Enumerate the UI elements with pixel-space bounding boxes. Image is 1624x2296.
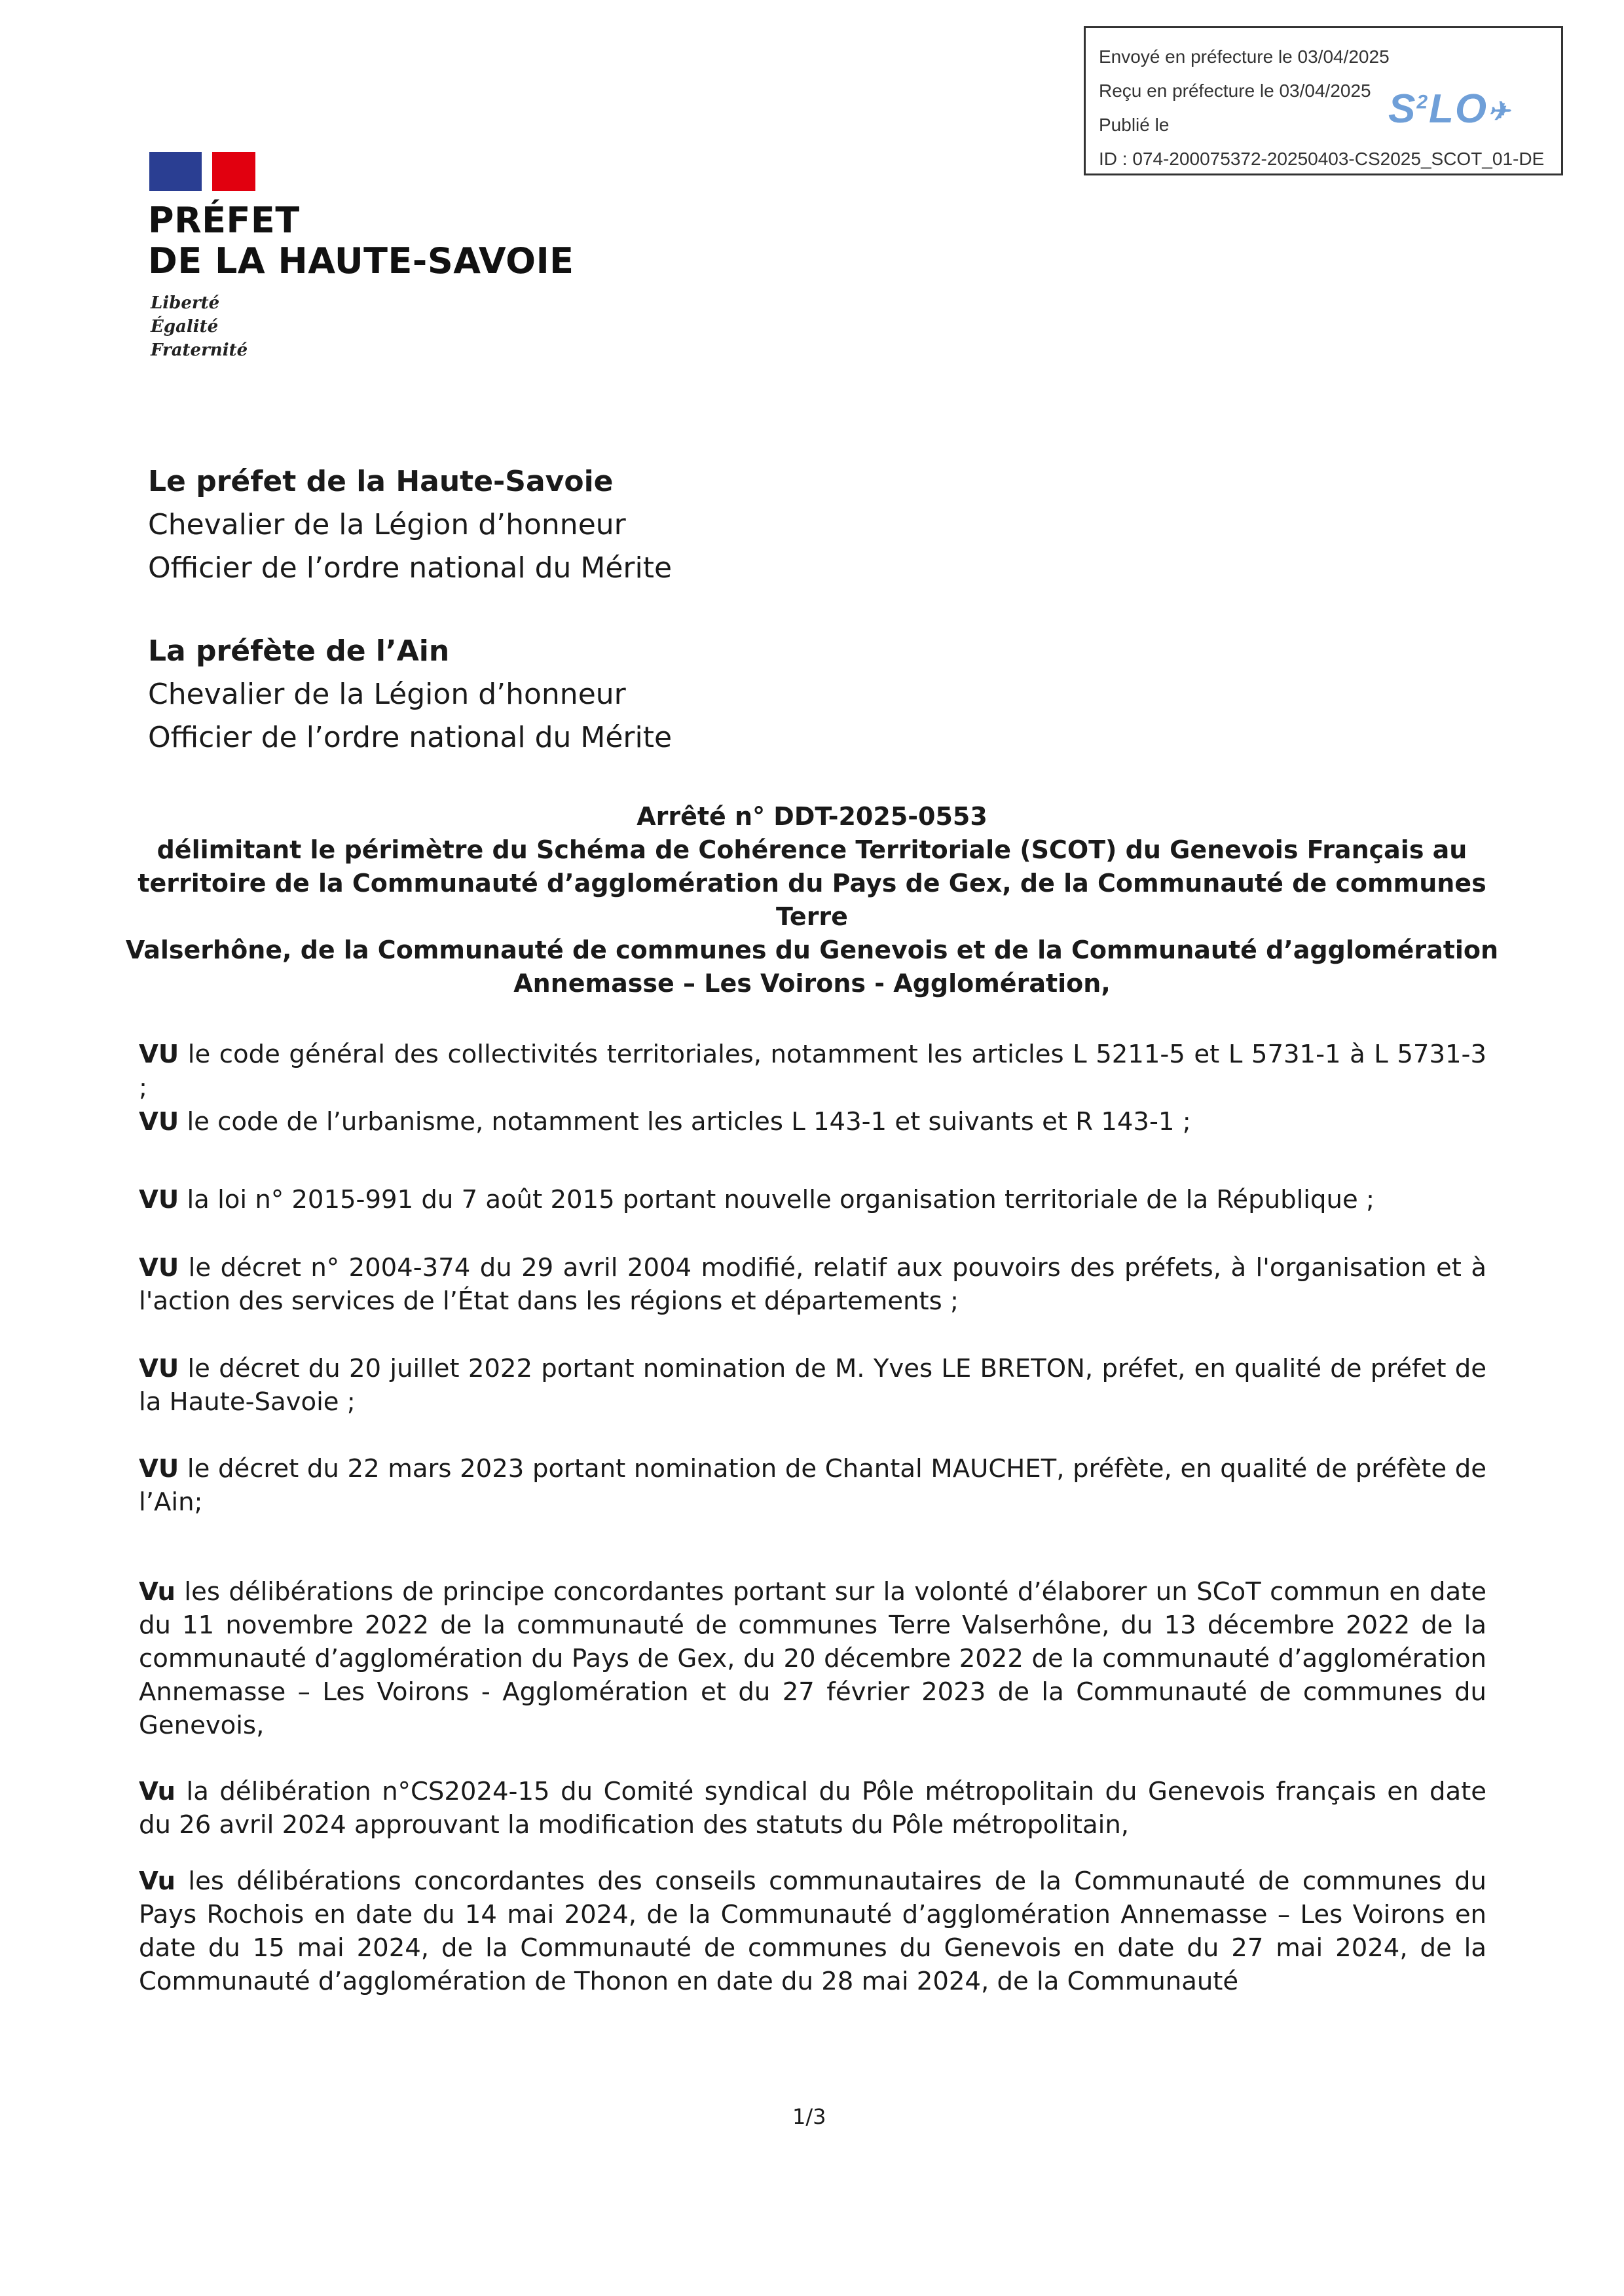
authority-haute-savoie xyxy=(148,460,672,590)
visa-paragraph: VU le code de l’urbanisme, notamment les articles L 143-1 et suivants et R 143-1 ; xyxy=(139,1107,1191,1137)
authority-distinction: Chevalier de la Légion d’honneur xyxy=(148,678,626,711)
transmission-stamp xyxy=(1084,26,1563,175)
visa-paragraph: VU le décret n° 2004-374 du 29 avril 2004 modifié, relatif aux pouvoirs des préfets, à l'organisation et à l'action des services de l’État dans les régions et départements ; xyxy=(139,1253,1487,1316)
republic-motto xyxy=(151,291,248,362)
stamp-envoye: Envoyé en préfecture le 03/04/2025 xyxy=(1099,46,1390,67)
s2low-logo: $S^2LO✈$ xyxy=(1388,86,1511,132)
visa-paragraph: VU le code général des collectivités territoriales, notamment les articles L 5211-5 et L 5731-1 à L 5731-3 ; xyxy=(139,1040,1487,1102)
stamp-publie: Publié le xyxy=(1099,115,1170,135)
prefet-line-2: DE LA HAUTE-SAVOIE xyxy=(148,240,574,282)
authority-title: Le préfet de la Haute-Savoie xyxy=(148,465,614,498)
motto-egalite: Égalité xyxy=(151,317,219,337)
authority-ain xyxy=(148,630,672,759)
page-number: 1/3 xyxy=(792,2104,826,2129)
wing-icon: ✈ xyxy=(1488,97,1511,126)
arrete-title: Arrêté n° DDT-2025-0553 délimitant le périmètre du Schéma de Cohérence Territoriale (SCOT) du Genevois Français au territoire de la Communauté d’agglomération du Pays de Gex, de la Communauté de communes Terre Valserhône, de la Communauté de communes du Genevois et de la Communauté d’agglomération Annemasse – Les Voirons - Agglomération, xyxy=(118,800,1506,1000)
prefet-heading xyxy=(148,200,574,282)
visa-paragraph: Vu la délibération n°CS2024-15 du Comité syndical du Pôle métropolitain du Genevois français en date du 26 avril 2024 approuvant la modification des statuts du Pôle métropolitain, xyxy=(139,1777,1487,1840)
motto-fraternite: Fraternité xyxy=(151,340,248,360)
visa-paragraph: VU la loi n° 2015-991 du 7 août 2015 portant nouvelle organisation territoriale de la République ; xyxy=(139,1185,1375,1214)
prefet-line-1: PRÉFET xyxy=(148,200,300,241)
authority-distinction: Officier de l’ordre national du Mérite xyxy=(148,721,673,754)
authority-title: La préfète de l’Ain xyxy=(148,634,450,668)
authority-distinction: Officier de l’ordre national du Mérite xyxy=(148,551,673,585)
arrete-number: Arrêté n° DDT-2025-0553 xyxy=(637,802,987,831)
motto-liberte: Liberté xyxy=(151,293,220,313)
visa-paragraph: Vu les délibérations de principe concordantes portant sur la volonté d’élaborer un SCoT commun en date du 11 novembre 2022 de la communauté de communes Terre Valserhône, du 13 décembre 2022 de la communauté d’agglomération du Pays de Gex, du 20 décembre 2022 de la communauté d’agglomération Annemasse – Les Voirons - Agglomération et du 27 février 2023 de la Communauté de communes du Genevois, xyxy=(139,1577,1487,1740)
visa-paragraph: VU le décret du 20 juillet 2022 portant nomination de M. Yves LE BRETON, préfet, en qualité de préfet de la Haute-Savoie ; xyxy=(139,1354,1486,1417)
visa-paragraph: VU le décret du 22 mars 2023 portant nomination de Chantal MAUCHET, préfète, en qualité de préfète de l’Ain; xyxy=(139,1454,1487,1517)
stamp-recu: Reçu en préfecture le 03/04/2025 xyxy=(1099,81,1371,101)
marianne-logo xyxy=(149,152,255,191)
stamp-id: ID : 074-200075372-20250403-CS2025_SCOT_01-DE xyxy=(1099,149,1545,169)
visa-paragraph: Vu les délibérations concordantes des conseils communautaires de la Communauté de communes du Pays Rochois en date du 14 mai 2024, de la Communauté d’agglomération Annemasse – Les Voirons en date du 15 mai 2024, de la Communauté de communes du Genevois en date du 27 mai 2024, de la Communauté d’agglomération de Thonon en date du 28 mai 2024, de la Communauté xyxy=(139,1867,1486,1996)
authority-distinction: Chevalier de la Légion d’honneur xyxy=(148,508,626,541)
